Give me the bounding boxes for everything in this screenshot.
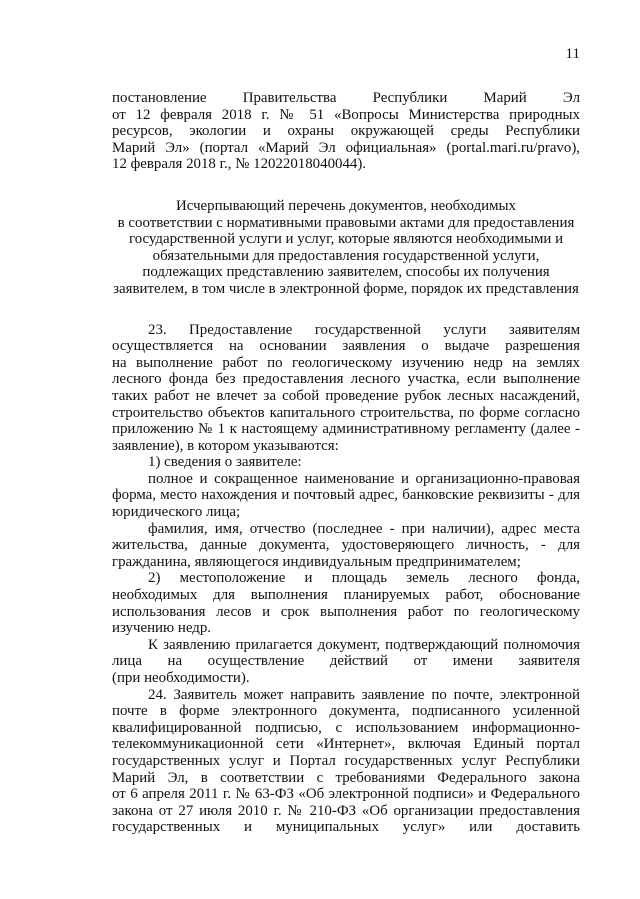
intro-line: Марий Эл» (портал «Марий Эл официальная» (portal.mari.ru/pravo), — [112, 139, 580, 156]
body-line: государственных услуг и Портал государственных услуг Республики — [112, 752, 580, 769]
body-line: государственных и муниципальных услуг» или доставить — [112, 819, 580, 836]
body-line: форма, место нахождения и почтовый адрес, банковские реквизиты - для — [112, 487, 580, 504]
body-line: использования лесов и срок выполнения работ по геологическому — [112, 603, 580, 620]
body-line: от 6 апреля 2011 г. № 63-ФЗ «Об электронной подписи» и Федерального — [112, 786, 580, 803]
list-item-1 — [112, 454, 580, 471]
list-item-2 — [112, 570, 580, 636]
body-line: жительства, данные документа, удостоверяющего личность, - для — [112, 537, 580, 554]
body-line: фамилия, имя, отчество (последнее - при наличии), адрес места — [148, 520, 580, 537]
intro-line: постановление Правительства Республики Марий Эл — [112, 90, 580, 106]
body-line: гражданина, являющегося индивидуальным предпринимателем; — [112, 553, 521, 570]
body-line: необходимых для выполнения планируемых работ, обоснование — [112, 587, 580, 604]
intro-paragraph — [112, 90, 580, 173]
body-line: квалифицированной подписью, с использованием информационно- — [112, 719, 580, 736]
paragraph-23 — [112, 322, 580, 455]
heading-line: обязательными для предоставления государственной услуги, — [152, 247, 540, 264]
body-line: телекоммуникационной сети «Интернет», включая Единый портал — [112, 736, 580, 753]
body-line: приложению № 1 к настоящему административному регламенту (далее - — [112, 421, 580, 438]
body-line: 1) сведения о заявителе: — [148, 454, 302, 471]
body-line: полное и сокращенное наименование и организационно-правовая — [148, 470, 580, 487]
body-line: 2) местоположение и площадь земель лесного фонда, — [148, 570, 580, 587]
body-line: (при необходимости). — [112, 670, 250, 686]
intro-line: от 12 февраля 2018 г. № 51 «Вопросы Министерства природных — [112, 106, 580, 123]
body-line: лица на осуществление действий от имени заявителя — [112, 653, 580, 670]
body-line: 23. Предоставление государственной услуги заявителям — [148, 321, 580, 338]
page-number: 11 — [565, 46, 580, 62]
body-line: заявление), в котором указываются: — [112, 437, 339, 454]
body-line: лесного фонда без предоставления лесного участка, если выполнение — [112, 371, 580, 388]
page-content — [112, 90, 580, 836]
body-line: осуществляется на основании заявления о выдаче разрешения — [112, 338, 580, 355]
section-heading — [112, 198, 580, 298]
heading-line: в соответствии с нормативными правовыми актами для предоставления — [117, 214, 575, 231]
body-line: строительство объектов капитального строительства, по форме согласно — [112, 404, 580, 421]
body-line: Марий Эл, в соответствии с требованиями Федерального закона — [112, 769, 580, 786]
paragraph-24 — [112, 687, 580, 836]
individual-paragraph — [112, 521, 580, 571]
body-line: закона от 27 июля 2010 г. № 210-ФЗ «Об организации предоставления — [112, 802, 580, 819]
body-line: К заявлению прилагается документ, подтверждающий полномочия — [148, 636, 580, 653]
attachment-paragraph — [112, 637, 580, 687]
body-line: почте в форме электронного документа, подписанного усиленной — [112, 703, 580, 720]
heading-line: государственной услуги и услуг, которые являются необходимыми и — [128, 231, 564, 248]
body-line: таких работ не влечет за собой проведение рубок лесных насаждений, — [112, 387, 580, 404]
intro-line: 12 февраля 2018 г., № 12022018040044). — [112, 156, 367, 173]
intro-line: ресурсов, экологии и охраны окружающей среды Республики — [112, 123, 580, 140]
body-line: на выполнение работ по геологическому изучению недр на землях — [112, 354, 580, 371]
body-line: 24. Заявитель может направить заявление по почте, электронной — [148, 686, 580, 703]
heading-line: подлежащих представлению заявителем, способы их получения — [142, 264, 550, 281]
body-line: изучению недр. — [112, 620, 211, 637]
body-line: юридического лица; — [112, 504, 241, 521]
heading-line: заявителем, в том числе в электронной форме, порядок их представления — [113, 280, 579, 297]
legal-entity-paragraph — [112, 471, 580, 521]
heading-line: Исчерпывающий перечень документов, необходимых — [176, 197, 516, 214]
